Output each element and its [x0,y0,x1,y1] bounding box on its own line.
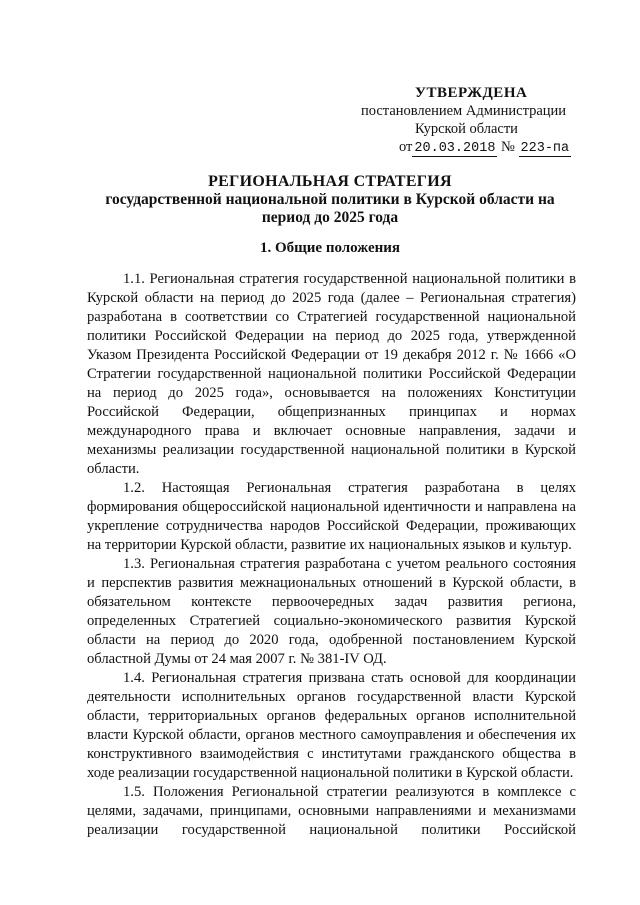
approval-stamp [361,84,591,158]
section-heading: 1. Общие положения [259,240,401,256]
title-main: РЕГИОНАЛЬНАЯ СТРАТЕГИЯ [208,173,452,190]
paragraph-1-2: 1.2. Настоящая Региональная стратегия разработана в целях формирования общероссийской национальной идентичности и направлена на укрепление сотрудничества народов Российской Федерации, проживающих на территории Курской области, развитие их национальных языков и культур. [87,480,576,553]
approval-date: 20.03.2018 [414,141,496,156]
paragraph-1-5: 1.5. Положения Региональной стратегии реализуются в комплексе с целями, задачами, принципами, основными направлениями и механизмами реализации государственной национальной политики Российской [87,784,576,838]
paragraph-1-4: 1.4. Региональная стратегия призвана стать основой для координации деятельности исполнительных органов государственной власти Курской области, территориальных органов федеральных органов исполнительной власти Курской области, органов местного самоуправления и обеспечения их конструктивного взаимодействия с институтами гражданского общества в ходе реализации государственной национальной политики в Курской области. [87,670,576,781]
approval-title: УТВЕРЖДЕНА [415,85,528,101]
approval-date-row [361,138,591,158]
date-prefix: от [399,139,413,155]
number-prefix: № [501,139,515,155]
approval-number: 223-па [520,141,570,156]
title-subtitle-line2: период до 2025 года [261,209,399,226]
title-subtitle-line1: государственной национальной политики в Курской области на [105,191,555,208]
paragraph-1-1: 1.1. Региональная стратегия государственной национальной политики в Курской области на период до 2025 года (далее – Региональная стратегия) разработана в соответствии со Стратегией государственной национальной политики Российской Федерации на период до 2025 года, утвержденной Указом Президента Российской Федерации от 19 декабря 2012 г. № 1666 «О Стратегии государственной национальной политики Российской Федерации на период до 2025 года», основывается на положениях Конституции Российской Федерации, общепризнанных принципах и нормах международного права и включает основные направления, задачи и механизмы реализации государственной национальной политики в Курской области. [87,271,576,477]
document-title [80,173,580,227]
document-body [87,270,576,840]
paragraph-1-3: 1.3. Региональная стратегия разработана с учетом реального состояния и перспектив развития межнациональных отношений в Курской области, в обязательном контексте первоочередных задач развития региона, определенных Стратегией социально-экономического развития Курской области на период до 2020 года, одобренной постановлением Курской областной Думы от 24 мая 2007 г. № 381-IV ОД. [87,556,576,667]
approval-authority: постановлением Администрации [361,103,567,119]
approval-region: Курской области [415,121,518,137]
